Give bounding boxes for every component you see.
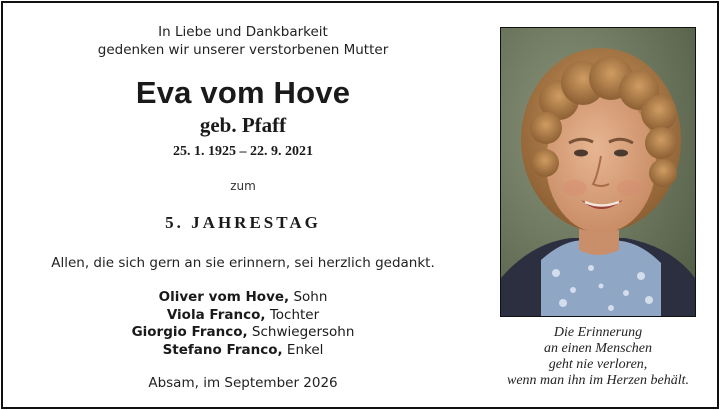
place-date: Absam, im September 2026 <box>148 375 338 391</box>
mourners-list <box>3 289 483 359</box>
quote-line: Die Erinnerung <box>553 325 643 340</box>
mourner-entry <box>3 324 483 342</box>
mourner-relation: Enkel <box>282 341 324 358</box>
intro-line: gedenken wir unserer verstorbenen Mutter <box>97 42 389 58</box>
thanks-text: Allen, die sich gern an sie erinnern, sei herzlich gedankt. <box>51 255 435 271</box>
mourner-entry <box>3 307 483 325</box>
mourner-entry <box>3 289 483 307</box>
life-dates: 25. 1. 1925 – 22. 9. 2021 <box>173 144 313 159</box>
obituary-card <box>1 1 719 409</box>
mourner-relation: Sohn <box>289 289 328 305</box>
mourner-relation: Schwiegersohn <box>247 324 355 340</box>
intro-line: In Liebe und Dankbarkeit <box>158 24 328 40</box>
maiden-name: geb. Pfaff <box>199 113 287 137</box>
portrait-illustration <box>501 28 695 316</box>
anniversary-title: 5. JAHRESTAG <box>165 213 321 232</box>
quote-line: wenn man ihn im Herzen behält. <box>507 373 689 388</box>
mourner-name: Oliver vom Hove, <box>158 289 290 305</box>
zum-label: zum <box>230 179 256 193</box>
mourner-relation: Tochter <box>265 306 320 323</box>
mourner-name: Viola Franco, <box>166 306 266 323</box>
portrait-photo <box>500 27 696 317</box>
quote-line: geht nie verloren, <box>548 357 648 372</box>
text-column <box>3 3 483 407</box>
memorial-quote <box>483 325 713 389</box>
mourner-name: Stefano Franco, <box>162 341 283 358</box>
intro-text <box>3 23 483 59</box>
quote-line: an einen Menschen <box>543 341 653 356</box>
deceased-name: Eva vom Hove <box>135 75 351 110</box>
mourner-entry <box>3 342 483 360</box>
mourner-name: Giorgio Franco, <box>131 324 248 340</box>
